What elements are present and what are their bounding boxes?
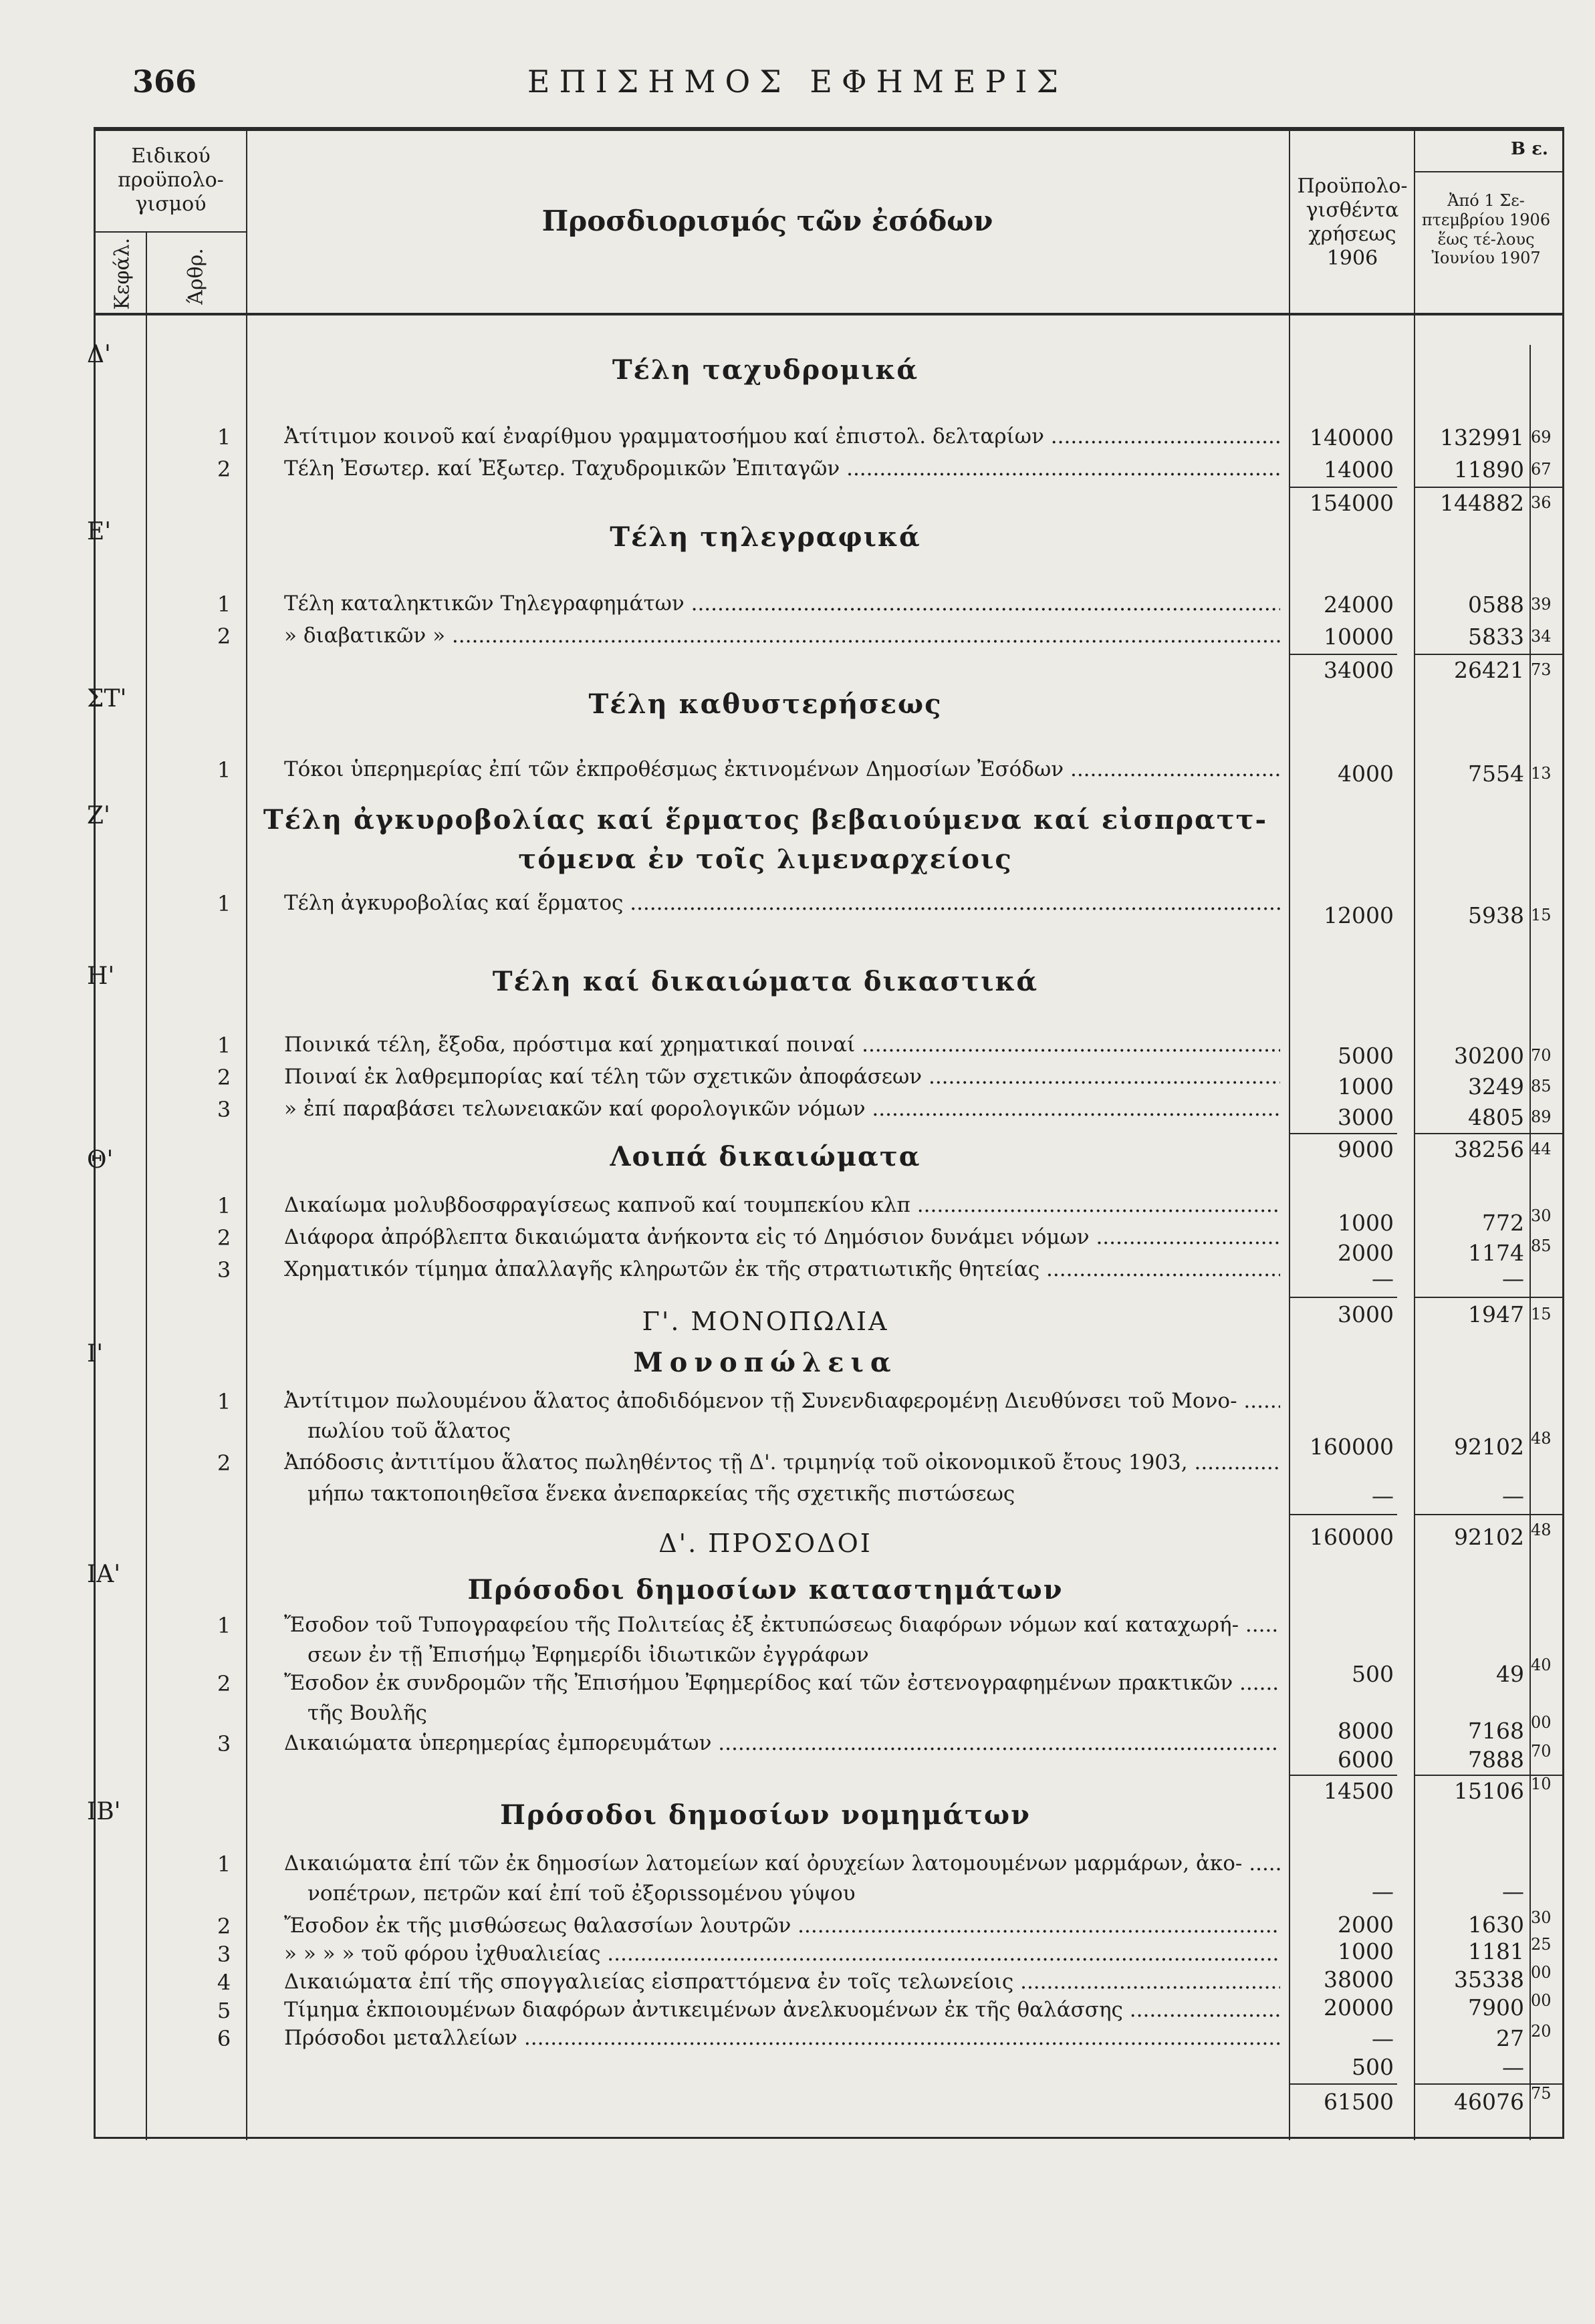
chapter-ia: ΙΑ'	[87, 1561, 121, 1588]
collected-decimals: 00	[1531, 1991, 1552, 2010]
header-description: Προσδιορισμός τῶν ἐσόδων	[541, 205, 993, 237]
article-number: 4	[217, 1970, 231, 1995]
estimated-dash: —	[1372, 1265, 1394, 1291]
article-number: 2	[217, 1671, 231, 1696]
row-description: Ἀντίτιμον πωλουμένου ἅλατος ἀποδιδόμενον τῇ Συνενδιαφερομένῃ Διευθύνσει τοῦ Μονο- .....	[284, 1389, 1280, 1413]
article-number: 2	[217, 1450, 231, 1476]
row-description: Χρηματικόν τίμημα ἀπαλλαγῆς κληρωτῶν ἐκ τῆς στρατιωτικῆς θητείας .....	[284, 1257, 1280, 1281]
row-description: Ἀτίτιμον κοινοῦ καί ἐναρίθμου γραμματοσήμου καί ἐπιστολ. δελταρίων .....	[284, 424, 1280, 448]
estimated-amount: 6000	[1338, 1747, 1394, 1773]
collected-dash: —	[1502, 1265, 1524, 1291]
subtotal-estimated: 9000	[1338, 1136, 1394, 1162]
heading-postal: Τέλη ταχυδρομικά	[612, 354, 919, 386]
heading-other-rights: Λοιπά δικαιώματα	[610, 1141, 921, 1172]
subtotal-decimals: 15	[1531, 1305, 1552, 1323]
chapter-h: Η'	[87, 962, 115, 990]
subtotal-decimals: 10	[1531, 1775, 1552, 1793]
estimated-amount: 500	[1352, 2054, 1394, 2080]
article-number: 2	[217, 1225, 231, 1251]
collected-amount: 35338	[1454, 1966, 1524, 1992]
col-divider-chapter	[146, 231, 147, 2140]
estimated-amount: 8000	[1338, 1718, 1394, 1744]
subtotal-decimals: 48	[1531, 1521, 1552, 1539]
subtotal-collected: 46076	[1454, 2089, 1524, 2115]
article-number: 2	[217, 624, 231, 649]
heading-judicial: Τέλη καί δικαιώματα δικαστικά	[492, 966, 1039, 997]
row-description: » » » » τοῦ φόρου ἰχθυαλιείας .....	[284, 1942, 1280, 1966]
article-number: 3	[217, 1942, 231, 1967]
article-number: 2	[217, 457, 231, 482]
subtotal-rule	[1289, 487, 1397, 488]
row-description: Δικαιώματα ὑπερημερίας ἐμπορευμάτων .....	[284, 1731, 1280, 1755]
estimated-amount: 160000	[1310, 1434, 1394, 1460]
heading-delay: Τέλη καθυστερήσεως	[588, 688, 943, 720]
heading-establishments: Πρόσοδοι δημοσίων καταστημάτων	[467, 1574, 1064, 1605]
article-number: 1	[217, 891, 231, 916]
collected-decimals: 13	[1531, 764, 1552, 783]
row-continuation: σεων ἐν τῇ Ἐπισήμῳ Ἐφημερίδι ἰδιωτικῶν ἐγγράφων	[308, 1643, 869, 1667]
heading-anchorage-2: τόμενα ἐν τοῖς λιμεναρχείοις	[518, 844, 1013, 875]
collected-amount: 30200	[1454, 1043, 1524, 1069]
collected-amount: 5938	[1468, 902, 1524, 928]
chapter-d: Δ'	[87, 341, 111, 368]
estimated-amount: 1000	[1338, 1938, 1394, 1964]
row-continuation: τῆς Βουλῆς	[308, 1701, 427, 1725]
subtotal-rule	[1414, 1514, 1564, 1515]
estimated-amount: 14000	[1324, 457, 1394, 483]
row-description: Πρόσοδοι μεταλλείων .....	[284, 2026, 1280, 2050]
chapter-i: Ι'	[87, 1340, 104, 1368]
estimated-amount: 12000	[1324, 902, 1394, 928]
estimated-dash: —	[1372, 1482, 1394, 1509]
row-description: Διάφορα ἀπρόβλεπτα δικαιώματα ἀνήκοντα εἰς τό Δημόσιον δυνάμει νόμων .....	[284, 1225, 1280, 1249]
collected-decimals: 48	[1531, 1429, 1552, 1448]
article-number: 1	[217, 1851, 231, 1877]
header-top-right-line	[1414, 171, 1562, 172]
row-description: Τίμημα ἐκποιουμένων διαφόρων ἀντικειμένων ἀνελκυομένων ἐκ τῆς θαλάσσης .....	[284, 1998, 1280, 2022]
heading-anchorage-1: Τέλη ἀγκυροβολίας καί ἕρματος βεβαιούμενα καί εἰσπραττ-	[263, 804, 1268, 835]
collected-amount: 7168	[1468, 1718, 1524, 1744]
heading-holdings: Πρόσοδοι δημοσίων νομημάτων	[500, 1799, 1031, 1831]
subtotal-collected: 144882	[1440, 490, 1524, 516]
estimated-amount: 38000	[1324, 1966, 1394, 1992]
estimated-amount: 5000	[1338, 1043, 1394, 1069]
row-description: Ποιναί ἐκ λαθρεμπορίας καί τέλη τῶν σχετικῶν ἀποφάσεων .....	[284, 1065, 1280, 1089]
row-description: Τέλη καταληκτικῶν Τηλεγραφημάτων .....	[284, 592, 1280, 616]
col-divider-collected	[1414, 131, 1415, 2140]
collected-amount: 5833	[1468, 624, 1524, 650]
collected-dash: —	[1502, 1878, 1524, 1904]
collected-dash: —	[1502, 1482, 1524, 1509]
subtotal-rule	[1289, 1514, 1397, 1515]
article-number: 2	[217, 1065, 231, 1090]
row-description: Ἔσοδον ἐκ τῆς μισθώσεως θαλασσίων λουτρῶν .....	[284, 1914, 1280, 1938]
article-number: 1	[217, 1389, 231, 1414]
chapter-st: ΣΤ'	[87, 685, 127, 713]
collected-amount: 1181	[1468, 1938, 1524, 1964]
header-collected: Ἀπό 1 Σε-πτεμβρίου 1906 ἕως τέ-λους Ἰουνίου 1907	[1421, 191, 1551, 268]
article-number: 3	[217, 1097, 231, 1122]
subtotal-estimated: 3000	[1338, 1301, 1394, 1327]
subtotal-rule	[1289, 1775, 1397, 1776]
collected-amount: 4805	[1468, 1104, 1524, 1130]
subtotal-estimated: 160000	[1310, 1524, 1394, 1550]
subtotal-rule	[1289, 654, 1397, 655]
heading-monopoly-title: Γ'. ΜΟΝΟΠΩΛΙΑ	[642, 1307, 889, 1336]
row-description: Δικαίωμα μολυβδοσφραγίσεως καπνοῦ καί τουμπεκίου κλπ .....	[284, 1193, 1280, 1217]
collected-decimals: 70	[1531, 1046, 1552, 1065]
collected-decimals: 85	[1531, 1237, 1552, 1255]
subtotal-collected: 92102	[1454, 1524, 1524, 1550]
row-description: Ἔσοδον τοῦ Τυπογραφείου τῆς Πολιτείας ἐξ ἐκτυπώσεως διαφόρων νόμων καί καταχωρή- .....	[284, 1613, 1280, 1637]
estimated-amount: 10000	[1324, 624, 1394, 650]
estimated-dash: —	[1372, 2025, 1394, 2051]
heading-revenue-title: Δ'. ΠΡΟΣΟΔΟΙ	[658, 1529, 872, 1558]
row-description: Τόκοι ὑπερημερίας ἐπί τῶν ἐκπροθέσμως ἐκτινομένων Δημοσίων Ἐσόδων .....	[284, 757, 1280, 781]
collected-amount: 0588	[1468, 592, 1524, 618]
row-description: Τέλη ἀγκυροβολίας καί ἕρματος .....	[284, 891, 1280, 915]
estimated-amount: 3000	[1338, 1104, 1394, 1130]
collected-amount: 49	[1496, 1661, 1524, 1687]
subtotal-decimals: 73	[1531, 660, 1552, 679]
article-number: 1	[217, 1193, 231, 1218]
row-continuation: νοπέτρων, πετρῶν καί ἐπί τοῦ ἐξοριssομένου γύψου	[308, 1882, 856, 1906]
collected-amount: 7900	[1468, 1994, 1524, 2021]
header-bottom-line	[96, 313, 1562, 315]
header-estimated: Προϋπολο-γισθέντα χρήσεως 1906	[1297, 174, 1408, 270]
collected-decimals: 89	[1531, 1108, 1552, 1126]
collected-decimals: 25	[1531, 1935, 1552, 1954]
col-divider-article	[246, 131, 247, 2140]
subtotal-estimated: 61500	[1324, 2089, 1394, 2115]
collected-amount: 3249	[1468, 1073, 1524, 1100]
article-number: 1	[217, 757, 231, 783]
article-number: 1	[217, 424, 231, 450]
subtotal-decimals: 75	[1531, 2084, 1552, 2103]
subtotal-estimated: 34000	[1324, 657, 1394, 683]
row-description: Ἀπόδοσις ἀντιτίμου ἅλατος πωληθέντος τῇ Δ'. τριμηνίᾳ τοῦ οἰκονομικοῦ ἔτους 1903, .....	[284, 1450, 1280, 1474]
collected-decimals: 15	[1531, 906, 1552, 924]
row-description: Ἔσοδον ἐκ συνδρομῶν τῆς Ἐπισήμου Ἐφημερίδος καί τῶν ἐστενογραφημένων πρακτικῶν .....	[284, 1671, 1280, 1695]
collected-decimals: 20	[1531, 2022, 1552, 2041]
row-description: Δικαιώματα ἐπί τῆς σπογγαλιείας εἰσπραττόμενα ἐν τοῖς τελωνείοις .....	[284, 1970, 1280, 1994]
collected-amount: 92102	[1454, 1434, 1524, 1460]
collected-amount: 7554	[1468, 761, 1524, 787]
chapter-e: Ε'	[87, 518, 112, 545]
article-number: 1	[217, 1613, 231, 1638]
estimated-amount: 500	[1352, 1661, 1394, 1687]
collected-dash: —	[1502, 2054, 1524, 2080]
collected-decimals: 30	[1531, 1206, 1552, 1225]
collected-decimals: 69	[1531, 428, 1552, 446]
estimated-amount: 4000	[1338, 761, 1394, 787]
collected-decimals: 39	[1531, 595, 1552, 614]
subtotal-rule	[1414, 1133, 1564, 1134]
chapter-th: Θ'	[87, 1146, 114, 1174]
estimated-amount: 20000	[1324, 1994, 1394, 2021]
row-description: Τέλη Ἐσωτερ. καί Ἐξωτερ. Ταχυδρομικῶν Ἐπιταγῶν .....	[284, 457, 1280, 481]
article-number: 6	[217, 2026, 231, 2051]
header-chapter: Κεφάλ.	[110, 237, 134, 310]
subtotal-decimals: 44	[1531, 1140, 1552, 1158]
estimated-amount: 1000	[1338, 1073, 1394, 1100]
page-number: 366	[132, 63, 197, 100]
running-title: ΕΠΙΣΗΜΟΣ ΕΦΗΜΕΡΙΣ	[527, 63, 1068, 100]
collected-decimals: 30	[1531, 1908, 1552, 1927]
collected-decimals: 40	[1531, 1656, 1552, 1674]
subtotal-decimals: 36	[1531, 493, 1552, 512]
estimated-amount: 2000	[1338, 1240, 1394, 1266]
collected-decimals: 00	[1531, 1713, 1552, 1732]
article-number: 1	[217, 1033, 231, 1058]
subtotal-rule	[1289, 1133, 1397, 1134]
collected-decimals: 67	[1531, 460, 1552, 479]
article-number: 5	[217, 1998, 231, 2023]
subtotal-rule	[1289, 1297, 1397, 1298]
chapter-z: Ζ'	[87, 802, 110, 829]
heading-monopoly: Μονοπώλεια	[633, 1347, 898, 1378]
subtotal-collected: 15106	[1454, 1778, 1524, 1804]
estimated-amount: 1000	[1338, 1210, 1394, 1236]
article-number: 2	[217, 1914, 231, 1939]
collected-amount: 1630	[1468, 1912, 1524, 1938]
row-continuation: πωλίου τοῦ ἅλατος	[308, 1419, 511, 1443]
subtotal-collected: 26421	[1454, 657, 1524, 683]
header-budget-line: Ειδικού προϋπολο-γισμού	[118, 144, 224, 216]
article-number: 3	[217, 1731, 231, 1757]
estimated-amount: 140000	[1310, 424, 1394, 450]
collected-amount: 132991	[1440, 424, 1524, 450]
header-inner-line	[96, 231, 246, 233]
subtotal-estimated: 154000	[1310, 490, 1394, 516]
header-article: Άρθρ.	[184, 248, 208, 305]
collected-amount: 11890	[1454, 457, 1524, 483]
subtotal-rule	[1289, 2083, 1397, 2085]
collected-decimals: 85	[1531, 1077, 1552, 1095]
collected-amount: 27	[1496, 2025, 1524, 2051]
collected-amount: 772	[1482, 1210, 1524, 1236]
header-top-right: Β ε.	[1511, 139, 1548, 159]
collected-amount: 7888	[1468, 1747, 1524, 1773]
subtotal-rule	[1414, 1297, 1564, 1298]
row-description: Ποινικά τέλη, ἔξοδα, πρόστιμα καί χρηματικαί ποιναί .....	[284, 1033, 1280, 1057]
row-continuation: μήπω τακτοποιηθεῖσα ἕνεκα ἀνεπαρκείας τῆς σχετικῆς πιστώσεως	[308, 1482, 1015, 1506]
article-number: 1	[217, 592, 231, 617]
subtotal-collected: 38256	[1454, 1136, 1524, 1162]
chapter-ib: ΙΒ'	[87, 1798, 121, 1825]
row-description: » ἐπί παραβάσει τελωνειακῶν καί φορολογικῶν νόμων .....	[284, 1097, 1280, 1121]
estimated-dash: —	[1372, 1878, 1394, 1904]
subtotal-rule	[1414, 487, 1564, 488]
article-number: 3	[217, 1257, 231, 1283]
subtotal-estimated: 14500	[1324, 1778, 1394, 1804]
collected-decimals: 34	[1531, 627, 1552, 646]
subtotal-collected: 1947	[1468, 1301, 1524, 1327]
heading-telegraph: Τέλη τηλεγραφικά	[610, 521, 921, 553]
row-description: Δικαιώματα ἐπί τῶν ἐκ δημοσίων λατομείων καί ὀρυχείων λατομουμένων μαρμάρων, ἀκο- .....	[284, 1851, 1280, 1876]
collected-amount: 1174	[1468, 1240, 1524, 1266]
collected-decimals: 70	[1531, 1742, 1552, 1761]
row-description: » διαβατικῶν » .....	[284, 624, 1280, 648]
estimated-amount: 2000	[1338, 1912, 1394, 1938]
subtotal-rule	[1414, 654, 1564, 655]
collected-decimals: 00	[1531, 1963, 1552, 1982]
estimated-amount: 24000	[1324, 592, 1394, 618]
